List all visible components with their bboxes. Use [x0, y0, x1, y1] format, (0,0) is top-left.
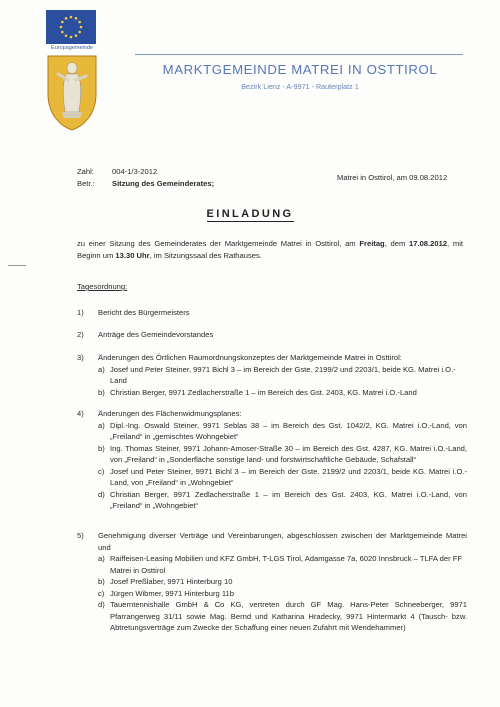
intro-text: , im Sitzungssaal des Rathauses.	[149, 251, 262, 260]
sub-letter: b)	[98, 443, 105, 453]
sub-item	[98, 553, 467, 576]
agenda-item-1	[77, 307, 467, 319]
title-text: EINLADUNG	[206, 208, 294, 220]
coat-of-arms-icon	[44, 54, 100, 132]
sub-letter: c)	[98, 466, 105, 476]
eu-star-icon	[70, 36, 73, 39]
header-rule	[135, 54, 463, 55]
sub-text: Josef Preßlaber, 9971 Hinterburg 10	[110, 577, 233, 586]
agenda-item-3	[77, 352, 467, 398]
item-number: 1)	[77, 308, 84, 317]
item-number: 5)	[77, 531, 84, 540]
betr-label: Betr.:	[77, 179, 95, 188]
agenda-item-2	[77, 329, 467, 341]
sub-text: Josef und Peter Steiner, 9971 Bichl 3 – im Bereich der Gste. 2199/2 und 2203/1, beide KG. Matrei i.O.-Land	[110, 364, 456, 385]
document-title	[0, 208, 500, 220]
sub-letter: d)	[98, 489, 105, 499]
eu-star-icon	[65, 34, 68, 37]
eu-star-icon	[78, 31, 81, 34]
item-number: 2)	[77, 330, 84, 339]
eu-star-icon	[60, 26, 63, 29]
sub-item	[98, 588, 467, 600]
sub-text: Ing. Thomas Steiner, 9971 Johann-Amoser-Straße 30 – im Bereich des Gst. 4287, KG. Matrei i.O.-Land, von „Freiland“ in „Sonderfläche sonstige land- und forstwirtschaftliche Gebäude, Schafstall“	[110, 443, 467, 464]
item-text: Anträge des Gemeindevorstandes	[98, 330, 214, 339]
eu-star-icon	[61, 31, 64, 34]
sub-item	[98, 466, 467, 489]
eu-flag-icon	[46, 10, 96, 44]
agenda-item-4	[77, 408, 467, 512]
item-number: 4)	[77, 409, 84, 418]
sub-letter: a)	[98, 364, 105, 374]
sub-text: Raiffeisen-Leasing Mobilien und KFZ GmbH, T-LGS Tirol, Adamgasse 7a, 6020 Innsbruck – TLFA der FF Matrei in Osttirol	[110, 554, 463, 575]
eu-star-icon	[61, 21, 64, 24]
sub-letter: a)	[98, 420, 105, 430]
sub-letter: b)	[98, 387, 105, 397]
sub-text: Jürgen Wibmer, 9971 Hinterburg 11b	[110, 588, 234, 598]
item-number: 3)	[77, 353, 84, 362]
org-address: Bezirk Lienz - A-9971 - Rauterplatz 1	[241, 82, 359, 91]
sub-text: Tauerntennishalle GmbH & Co KG, vertreten durch GF Mag. Hans-Peter Schneeberger, 9971 Pfarrangerweg 31/11 sowie Mag. Bernd und Katharina Hradecky, 9971 Hintermarkt 4 (Tausch- bzw. Abtretungsverträge zum Zwecke der Schaffung einer neuen Zufahrt mit Wendehammer)	[110, 600, 467, 632]
intro-text: , mit Beginn um	[77, 239, 464, 260]
eu-star-icon	[78, 21, 81, 24]
sub-text: Christian Berger, 9971 Zedlacherstraße 1 – im Bereich des Gst. 2403, KG. Matrei i.O.-Land	[110, 387, 417, 397]
item-text: Änderungen des Flächenwidmungsplanes:	[98, 409, 242, 418]
sub-item	[98, 387, 467, 399]
item-text: Bericht des Bürgermeisters	[98, 308, 190, 317]
zahl-label: Zahl:	[77, 167, 94, 176]
betr-value: Sitzung des Gemeinderates;	[112, 179, 215, 188]
eu-star-icon	[65, 17, 68, 20]
zahl-line	[77, 167, 157, 176]
sub-letter: d)	[98, 600, 105, 609]
sub-letter: a)	[98, 554, 105, 563]
org-name: MARKTGEMEINDE MATREI IN OSTTIROL	[162, 62, 438, 77]
item-text: Genehmigung diverser Verträge und Vereinbarungen, abgeschlossen zwischen der Marktgemeinde Matrei und	[98, 531, 467, 552]
sub-item	[98, 576, 467, 588]
sub-item	[98, 420, 467, 443]
agenda-item-5	[77, 530, 467, 634]
intro-text: zu einer Sitzung des Gemeinderates der Marktgemeinde Matrei in Osttirol, am	[77, 239, 360, 248]
intro-date: 17.08.2012	[409, 239, 448, 248]
intro-day: Freitag	[359, 239, 385, 248]
eu-star-icon	[80, 26, 83, 29]
sub-text: Dipl.-Ing. Oswald Steiner, 9971 Seblas 38 – im Bereich des Gst. 1042/2, KG. Matrei i.O.-Land, von „Freiland“ in „gemischtes Wohngebiet“	[110, 420, 467, 441]
eu-caption: Europagemeinde	[51, 45, 93, 51]
sub-letter: c)	[98, 588, 105, 598]
agenda-heading: Tagesordnung:	[77, 282, 128, 291]
sub-text: Josef und Peter Steiner, 9971 Bichl 3 – im Bereich der Gste. 2199/2 und 2203/1, beide KG. Matrei i.O.-Land, von „Freiland“ in „Wohngebiet“	[110, 466, 467, 487]
sub-item	[98, 489, 467, 512]
place-date: Matrei in Osttirol, am 09.08.2012	[337, 173, 448, 182]
intro-text: , dem	[384, 239, 410, 248]
sub-item	[98, 364, 467, 387]
betr-line	[77, 179, 214, 188]
eu-star-icon	[70, 16, 73, 19]
intro-paragraph	[77, 238, 463, 262]
intro-time: 13.30 Uhr	[115, 251, 150, 260]
item-text: Änderungen des Örtlichen Raumordnungskonzeptes der Marktgemeinde Matrei in Osttirol:	[98, 353, 402, 362]
sub-letter: b)	[98, 577, 105, 586]
margin-tick	[8, 265, 26, 266]
zahl-value: 004-1/3-2012	[112, 167, 158, 176]
sub-text: Christian Berger, 9971 Zedlacherstraße 1 – im Bereich des Gst. 2403, KG. Matrei i.O.-Land, von „Freiland“ in „Wohngebiet“	[110, 489, 467, 510]
sub-item	[98, 599, 467, 634]
eu-star-icon	[75, 17, 78, 20]
eu-star-icon	[75, 34, 78, 37]
sub-item	[98, 443, 467, 466]
